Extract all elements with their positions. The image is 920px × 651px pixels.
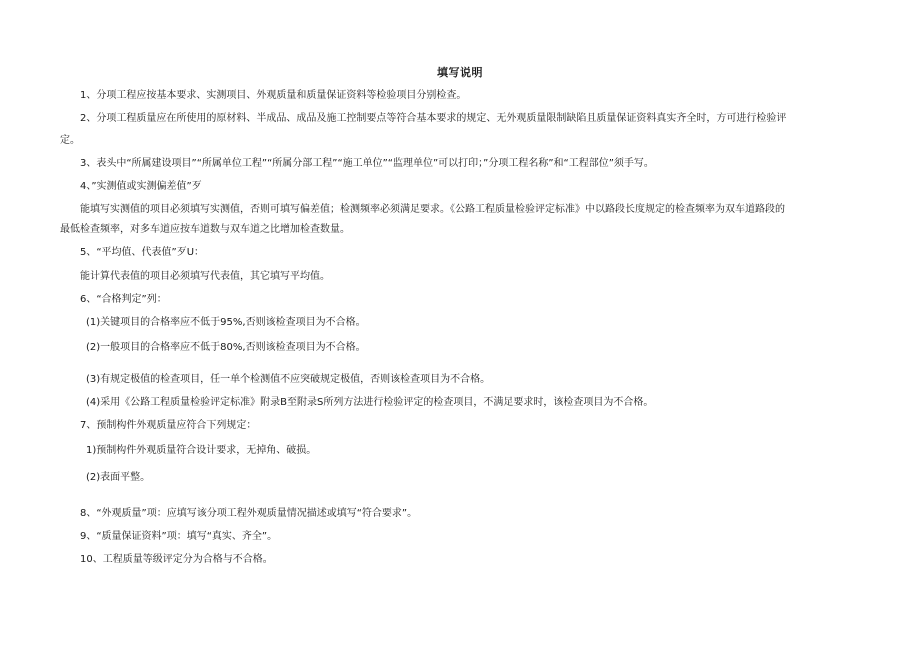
instruction-line-7-item-2: (2)表面平整。: [86, 472, 151, 483]
instruction-line-7-item-1: 1)预制构件外观质量符合设计要求，无掉角、破损。: [86, 445, 317, 456]
instruction-line-1: 1、分项工程应按基本要求、实测项目、外观质量和质量保证资料等检验项目分别检查。: [80, 90, 467, 101]
instruction-line-6-item-4: (4)采用《公路工程质量检验评定标准》附录B至附录S所列方法进行检验评定的检查项目，不满足要求时，该检查项目为不合格。: [86, 397, 654, 408]
instruction-line-6: 6、“合格判定”列：: [80, 294, 167, 305]
instruction-line-5: 5、“平均值、代表值”歹U：: [80, 247, 205, 258]
instruction-line-7: 7、预制构件外观质量应符合下列规定：: [80, 420, 257, 431]
instruction-line-4-detail-1: 能填写实测值的项目必须填写实测值，否则可填写偏差值；检测频率必须满足要求。《公路工程质量检验评定标准》中以路段长度规定的检查频率为双车道路段的: [80, 204, 785, 215]
instruction-line-6-item-2: (2)一般项目的合格率应不低于80%,否则该检查项目为不合格。: [86, 342, 366, 353]
instruction-line-4-detail-2: 最低检查频率，对多车道应按车道数与双车道之比增加检查数量。: [60, 224, 350, 235]
instruction-line-4: 4、”实测值或实测偏差值”歹: [80, 181, 202, 192]
instruction-line-2-cont: 定。: [60, 135, 80, 146]
instruction-line-5-detail: 能计算代表值的项目必须填写代表值，其它填写平均值。: [80, 271, 330, 282]
document-title: 填写说明: [437, 66, 483, 79]
instruction-line-6-item-3: (3)有规定极值的检查项目，任一单个检测值不应突破规定极值，否则该检查项目为不合格。: [86, 374, 491, 385]
instruction-line-8: 8、“外观质量”项：应填写该分项工程外观质量情况描述或填写“符合要求”。: [80, 508, 418, 519]
instruction-line-10: 10、工程质量等级评定分为合格与不合格。: [80, 554, 273, 565]
instruction-line-6-item-1: (1)关键项目的合格率应不低于95%,否则该检查项目为不合格。: [86, 317, 366, 328]
instruction-line-2: 2、分项工程质量应在所使用的原材料、半成品、成品及施工控制要点等符合基本要求的规定、无外观质量限制缺陷且质量保证资料真实齐全时，方可进行检验评: [80, 113, 787, 124]
instruction-line-3: 3、表头中“所属建设项目”“所属单位工程”“所属分部工程”“施工单位”“监理单位”可以打印；”分项工程名称”和“工程部位”须手写。: [80, 158, 654, 169]
instruction-line-9: 9、“质量保证资料”项：填写“真实、齐全”。: [80, 531, 278, 542]
